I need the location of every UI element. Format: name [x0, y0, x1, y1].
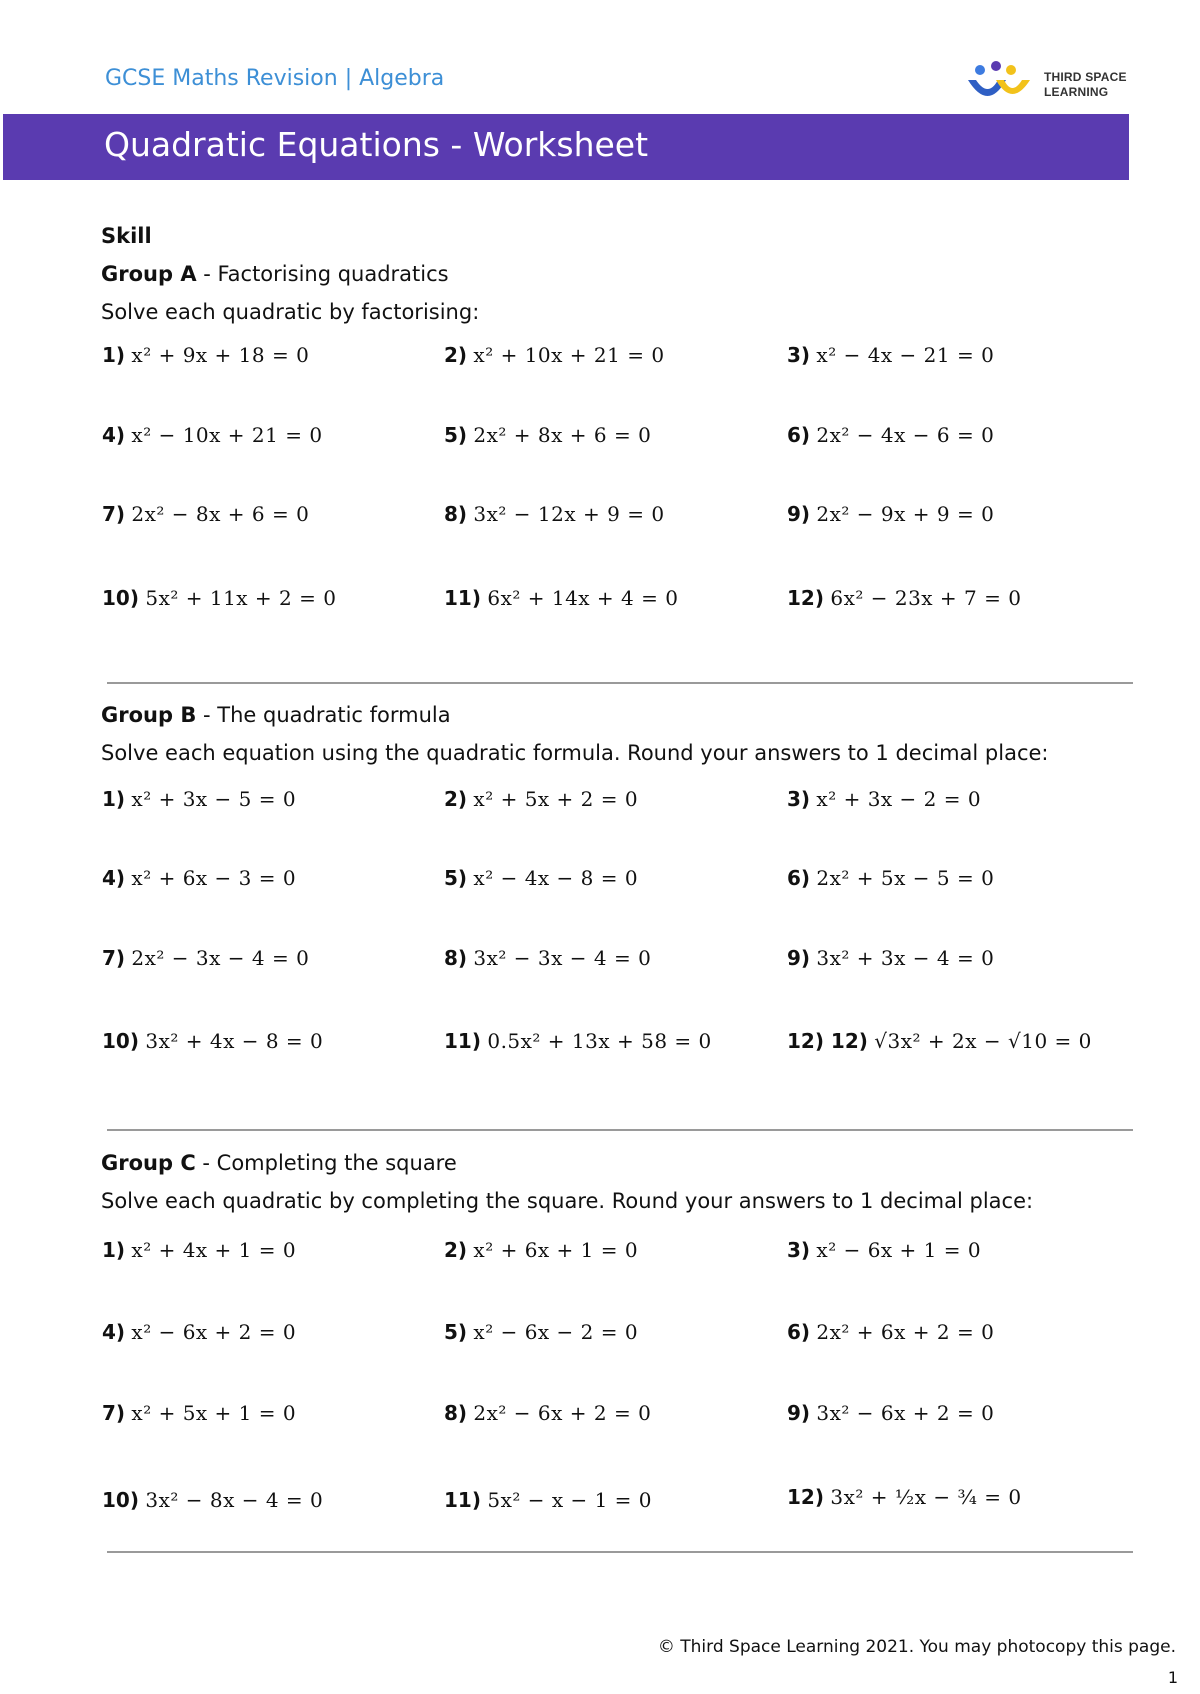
question: 1) x² + 4x + 1 = 0	[102, 1238, 297, 1262]
question: 3) x² − 4x − 21 = 0	[787, 343, 995, 367]
section-divider	[107, 682, 1133, 684]
question: 1) x² + 9x + 18 = 0	[102, 343, 310, 367]
question: 11) 0.5x² + 13x + 58 = 0	[444, 1029, 712, 1053]
group-c-title: Group C - Completing the square	[101, 1151, 457, 1175]
group-a-title: Group A - Factorising quadratics	[101, 262, 449, 286]
skill-label: Skill	[101, 224, 152, 248]
question: 2) x² + 10x + 21 = 0	[444, 343, 665, 367]
question: 9) 3x² + 3x − 4 = 0	[787, 946, 995, 970]
question: 9) 2x² − 9x + 9 = 0	[787, 502, 995, 526]
group-a-instruction: Solve each quadratic by factorising:	[101, 300, 480, 324]
question: 2) x² + 6x + 1 = 0	[444, 1238, 639, 1262]
question: 9) 3x² − 6x + 2 = 0	[787, 1401, 995, 1425]
question: 8) 3x² − 12x + 9 = 0	[444, 502, 665, 526]
question: 3) x² + 3x − 2 = 0	[787, 787, 982, 811]
question: 6) 2x² + 5x − 5 = 0	[787, 866, 995, 890]
question: 8) 3x² − 3x − 4 = 0	[444, 946, 652, 970]
section-divider	[107, 1551, 1133, 1553]
question: 12) 12) √3x² + 2x − √10 = 0	[787, 1029, 1092, 1053]
question: 10) 5x² + 11x + 2 = 0	[102, 586, 337, 610]
question: 10) 3x² − 8x − 4 = 0	[102, 1488, 324, 1512]
question: 11) 5x² − x − 1 = 0	[444, 1488, 653, 1512]
question: 12) 6x² − 23x + 7 = 0	[787, 586, 1022, 610]
question: 1) x² + 3x − 5 = 0	[102, 787, 297, 811]
question: 3) x² − 6x + 1 = 0	[787, 1238, 982, 1262]
question: 2) x² + 5x + 2 = 0	[444, 787, 639, 811]
group-b-title: Group B - The quadratic formula	[101, 703, 451, 727]
question: 11) 6x² + 14x + 4 = 0	[444, 586, 679, 610]
section-divider	[107, 1129, 1133, 1131]
question: 12) 3x² + ½x − ¾ = 0	[787, 1485, 1022, 1509]
question: 4) x² − 6x + 2 = 0	[102, 1320, 297, 1344]
copyright-footer: © Third Space Learning 2021. You may photocopy this page.	[657, 1637, 1176, 1657]
question: 4) x² + 6x − 3 = 0	[102, 866, 297, 890]
question: 7) x² + 5x + 1 = 0	[102, 1401, 297, 1425]
question: 5) 2x² + 8x + 6 = 0	[444, 423, 652, 447]
question: 7) 2x² − 3x − 4 = 0	[102, 946, 310, 970]
question: 7) 2x² − 8x + 6 = 0	[102, 502, 310, 526]
page-number: 1	[1167, 1668, 1178, 1687]
question: 8) 2x² − 6x + 2 = 0	[444, 1401, 652, 1425]
breadcrumb: GCSE Maths Revision | Algebra	[105, 66, 445, 91]
group-b-instruction: Solve each equation using the quadratic formula. Round your answers to 1 decimal place:	[101, 741, 1049, 765]
question: 10) 3x² + 4x − 8 = 0	[102, 1029, 324, 1053]
question: 5) x² − 4x − 8 = 0	[444, 866, 639, 890]
page-title: Quadratic Equations - Worksheet	[104, 125, 649, 164]
question: 5) x² − 6x − 2 = 0	[444, 1320, 639, 1344]
group-c-instruction: Solve each quadratic by completing the square. Round your answers to 1 decimal place:	[101, 1189, 1034, 1213]
question: 6) 2x² − 4x − 6 = 0	[787, 423, 995, 447]
question: 6) 2x² + 6x + 2 = 0	[787, 1320, 995, 1344]
question: 4) x² − 10x + 21 = 0	[102, 423, 323, 447]
logo-wordmark: THIRD SPACE LEARNING	[1044, 70, 1127, 99]
